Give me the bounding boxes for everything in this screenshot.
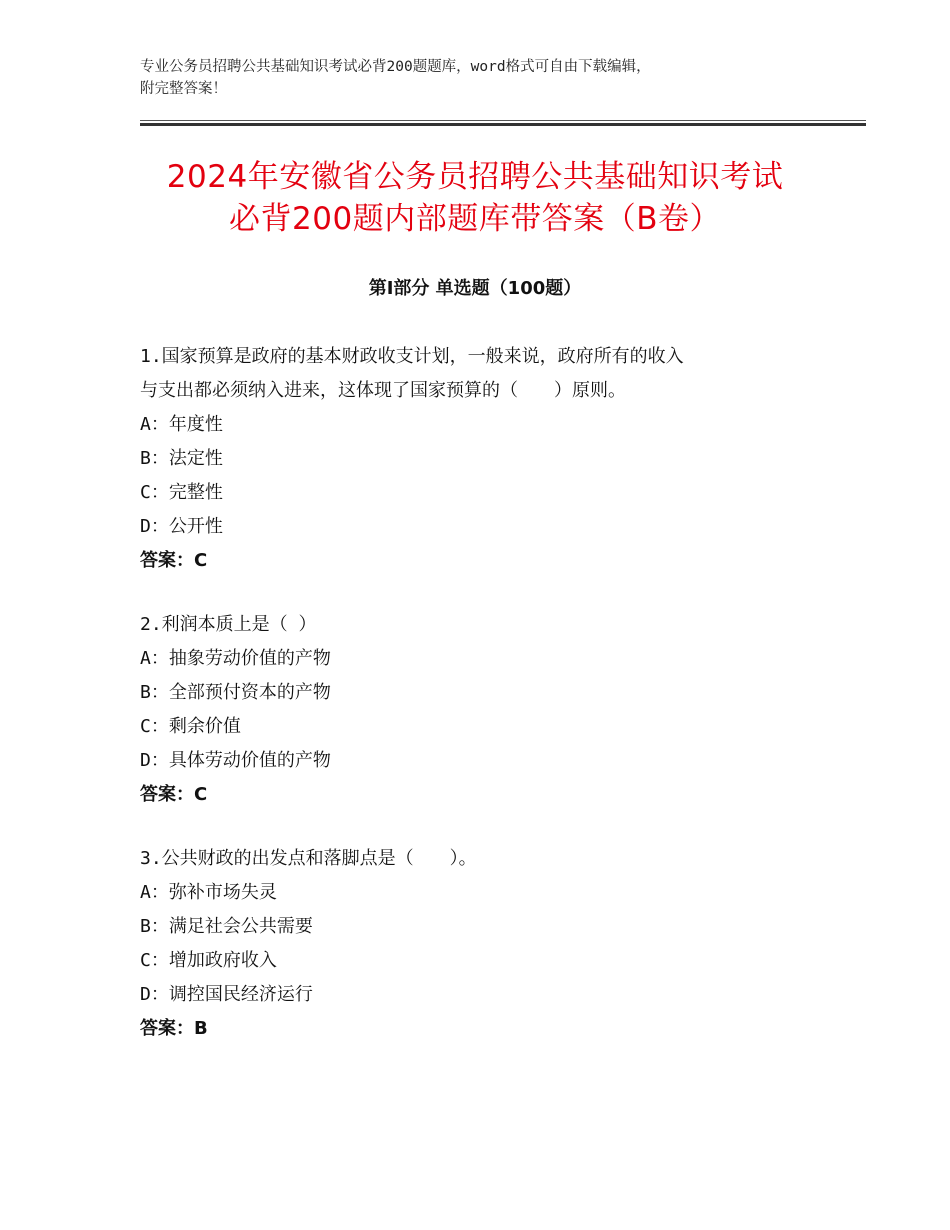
question-1 [140,340,820,578]
option-d: D：公开性 [140,516,223,537]
document-title-line-2: 必背200题内部题库带答案（B卷） [229,201,721,237]
question-stem-line-2: 与支出都必须纳入进来，这体现了国家预算的（ ）原则。 [140,380,626,401]
question-stem-line-1: 3.公共财政的出发点和落脚点是（ ）。 [140,848,477,869]
question-list [140,340,820,1076]
document-title-line-1: 2024年安徽省公务员招聘公共基础知识考试 [166,159,784,195]
option-d: D：调控国民经济运行 [140,984,313,1005]
option-c: C：完整性 [140,482,223,503]
question-stem-line-1: 2.利润本质上是（ ） [140,614,317,635]
option-b: B：满足社会公共需要 [140,916,313,937]
option-d: D：具体劳动价值的产物 [140,750,331,771]
option-a: A：抽象劳动价值的产物 [140,648,331,669]
header-note-line-1: 专业公务员招聘公共基础知识考试必背200题题库，word格式可自由下载编辑， [140,59,651,75]
question-stem [140,608,820,642]
header-note-line-2: 附完整答案！ [140,81,227,97]
option-a: A：弥补市场失灵 [140,882,277,903]
section-title: 第Ⅰ部分 单选题（100题） [368,278,582,299]
question-stem [140,340,820,408]
question-stem-line-1: 1.国家预算是政府的基本财政收支计划，一般来说，政府所有的收入 [140,346,684,367]
option-b: B：全部预付资本的产物 [140,682,331,703]
header-note [140,56,820,100]
answer: 答案：C [140,550,208,571]
header-divider-thick [140,123,866,126]
option-a: A：年度性 [140,414,223,435]
question-2 [140,608,820,812]
question-3 [140,842,820,1046]
option-b: B：法定性 [140,448,223,469]
answer: 答案：B [140,1018,208,1039]
answer: 答案：C [140,784,208,805]
option-c: C：剩余价值 [140,716,241,737]
header-divider-thin [140,120,866,121]
question-stem [140,842,820,876]
document-title [120,156,830,240]
option-c: C：增加政府收入 [140,950,277,971]
